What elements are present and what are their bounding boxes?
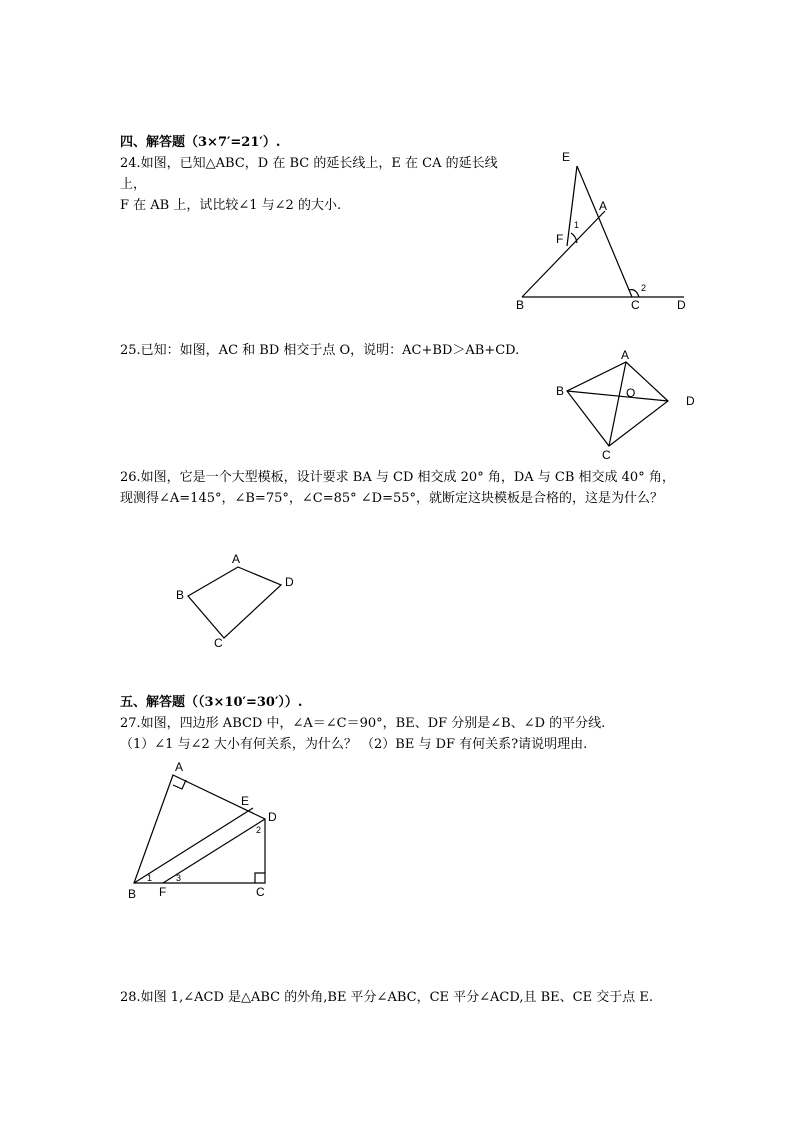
q27-label-angle3: 3	[176, 873, 182, 883]
q24-label-D: D	[677, 298, 686, 312]
q24-label-angle2: 2	[641, 283, 647, 293]
q24-label-A: A	[599, 199, 608, 213]
q24-text-line3: F 在 AB 上，试比较∠1 与∠2 的大小.	[120, 198, 342, 213]
q27-label-D: D	[268, 810, 277, 824]
q24-label-F: F	[556, 232, 564, 246]
q25-label-A: A	[621, 348, 630, 362]
q25-label-O: O	[626, 386, 636, 400]
q26-label-A: A	[232, 552, 241, 566]
section4-heading: 四、解答题（3×7′=21′）.	[120, 135, 281, 150]
q27-label-A: A	[175, 760, 184, 774]
q24-text-line1: 24.如图，已知△ABC，D 在 BC 的延长线上，E 在 CA 的延长线	[120, 156, 498, 171]
q26-label-D: D	[285, 575, 294, 589]
q27-quadrilateral	[134, 775, 265, 883]
q27-label-E: E	[241, 794, 250, 808]
q27-right-angle-C	[255, 873, 265, 883]
q27-text-line1: 27.如图，四边形 ABCD 中，∠A＝∠C＝90°，BE、DF 分别是∠B、∠D 的平分线.	[120, 716, 606, 731]
q26-label-B: B	[176, 588, 185, 602]
q26-label-C: C	[214, 636, 223, 650]
q27-label-C: C	[256, 885, 265, 899]
q26-text-line2: 现测得∠A=145°，∠B=75°，∠C=85° ∠D=55°，就断定这块模板是合格的，这是为什么？	[120, 491, 664, 506]
section5-heading: 五、解答题（（3×10′=30′））.	[120, 695, 303, 710]
q24-label-angle1: 1	[574, 220, 580, 230]
q27-label-angle2: 2	[256, 825, 262, 835]
q24-label-E: E	[562, 150, 571, 164]
q28-text: 28.如图 1,∠ACD 是△ABC 的外角,BE 平分∠ABC，CE 平分∠ACD,且 BE、CE 交于点 E.	[120, 990, 653, 1005]
q27-label-angle1: 1	[147, 873, 153, 883]
q26-text-line1: 26.如图，它是一个大型模板，设计要求 BA 与 CD 相交成 20° 角，DA 与 CB 相交成 40° 角，	[120, 470, 675, 485]
q27-label-B: B	[128, 887, 137, 901]
q25-label-B: B	[556, 384, 565, 398]
q24-label-C: C	[631, 298, 640, 312]
q27-segment-BE	[134, 808, 253, 883]
q27-text-line2: （1）∠1 与∠2 大小有何关系，为什么？ （2）BE 与 DF 有何关系?请说明理由.	[120, 737, 588, 752]
q24-label-B: B	[516, 298, 525, 312]
q27-right-angle-A	[173, 780, 186, 789]
q25-label-D: D	[686, 394, 695, 408]
q24-text-line2: 上，	[120, 177, 147, 192]
q25-label-C: C	[602, 448, 611, 462]
q25-text: 25.已知：如图，AC 和 BD 相交于点 O，说明：AC+BD＞AB+CD.	[120, 343, 520, 358]
q27-label-F: F	[159, 885, 167, 899]
